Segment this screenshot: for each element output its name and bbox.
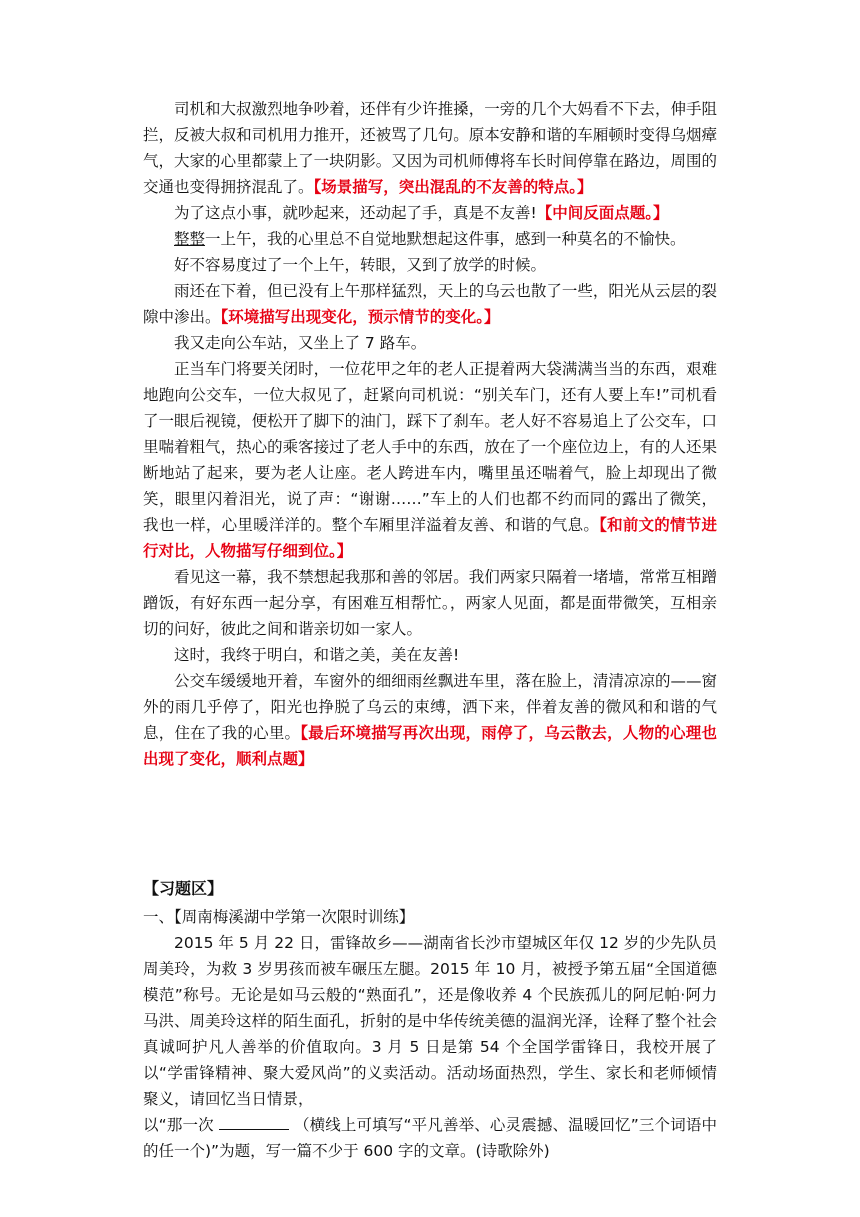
essay-paragraph-4 [143, 252, 717, 278]
paragraph-text: 一上午，我的心里总不自觉地默想起这件事，感到一种莫名的不愉快。 [205, 230, 686, 248]
annotation-note: 【环境描写出现变化，预示情节的变化。】 [220, 308, 500, 326]
essay-paragraph-7 [143, 356, 717, 564]
paragraph-text: 看见这一幕，我不禁想起我那和善的邻居。我们两家只隔着一堵墙，常常互相蹭蹭饭，有好东西一起分享，有困难互相帮忙。，两家人见面，都是面带微笑，互相亲切的问好，彼此之间和谐亲切如一家人。 [143, 568, 717, 638]
underlined-word: 整整 [174, 230, 206, 248]
paragraph-text: 正当车门将要关闭时，一位花甲之年的老人正提着两大袋满满当当的东西，艰难地跑向公交车，一位大叔见了，赶紧向司机说：“别关车门，还有人要上车!”司机看了一眼后视镜，便松开了脚下的油门，踩下了刹车。老人好不容易追上了公交车，口里喘着粗气，热心的乘客接过了老人手中的东西，放在了一个座位边上，有的人还果断地站了起来，要为老人让座。老人跨进车内，嘴里虽还喘着气，脸上却现出了微笑，眼里闪着泪光，说了声：“谢谢……”车上的人们也都不约而同的露出了微笑，我也一样，心里暖洋洋的。整个车厢里洋溢着友善、和谐的气息。 [143, 360, 717, 534]
essay-paragraph-2 [143, 200, 717, 226]
prompt-prefix: 以“那一次 [143, 1116, 214, 1134]
essay-paragraph-3 [143, 226, 717, 252]
essay-paragraph-1 [143, 96, 717, 200]
paragraph-text: 好不容易度过了一个上午，转眼，又到了放学的时候。 [174, 256, 547, 274]
essay-paragraph-10 [143, 668, 717, 772]
essay-paragraph-6 [143, 330, 717, 356]
section-title: 【习题区】 [143, 879, 224, 898]
section-spacer [143, 772, 717, 876]
annotation-note: 【中间反面点题。】 [536, 204, 669, 222]
annotation-note: 【和前文的情节进行对比，人物描写仔细到位。】 [143, 516, 717, 560]
document-body [143, 96, 717, 1164]
fill-in-blank [219, 1113, 289, 1130]
essay-paragraph-9 [143, 642, 717, 668]
paragraph-text: 公交车缓缓地开着，车窗外的细细雨丝飘进车里，落在脸上，清清凉凉的——窗外的雨几乎停了，阳光也挣脱了乌云的束缚，洒下来，伴着友善的微风和和谐的气息，住在了我的心里。 [143, 672, 717, 742]
question-body: 2015 年 5 月 22 日，雷锋故乡——湖南省长沙市望城区年仅 12 岁的少先队员周美玲，为救 3 岁男孩而被车碾压左腿。2015 年 10 月，被授予第五届“全国道德模范”称号。无论是如马云般的“熟面孔”，还是像收养 4 个民族孤儿的阿尼帕·阿力马洪、周美玲这样的陌生面孔，折射的是中华传统美德的温润光泽，诠释了整个社会真诚呵护凡人善举的价值取向。3 月 5 日是第 54 个全国学雷锋日，我校开展了以“学雷锋精神、聚大爱风尚”的义卖活动。活动场面热烈，学生、家长和老师倾情聚义，请回忆当日情景， [143, 934, 717, 1108]
essay-paragraph-8 [143, 564, 717, 642]
annotation-note: 【场景描写，突出混乱的不友善的特点。】 [313, 178, 593, 196]
paragraph-text: 这时，我终于明白，和谐之美，美在友善! [174, 646, 460, 664]
essay-paragraph-5 [143, 278, 717, 330]
paragraph-text: 雨还在下着，但已没有上午那样猛烈，天上的乌云也散了一些，阳光从云层的裂隙中渗出。 [143, 282, 717, 326]
paragraph-text: 司机和大叔激烈地争吵着，还伴有少许推搡，一旁的几个大妈看不下去，伸手阻拦，反被大叔和司机用力推开，还被骂了几句。原本安静和谐的车厢顿时变得乌烟瘴气，大家的心里都蒙上了一块阴影。又因为司机师傅将车长时间停靠在路边，周围的交通也变得拥挤混乱了。 [143, 100, 717, 196]
paragraph-text: 我又走向公车站，又坐上了 7 路车。 [174, 334, 427, 352]
paragraph-text: 为了这点小事，就吵起来，还动起了手，真是不友善! [174, 204, 537, 222]
prompt-suffix: （横线上可填写“平凡善举、心灵震撼、温暖回忆”三个词语中的任一个)”为题，写一篇不少于 600 字的文章。(诗歌除外) [143, 1116, 717, 1160]
question-prompt [143, 1112, 717, 1164]
annotation-note: 【最后环境描写再次出现，雨停了，乌云散去，人物的心理也出现了变化，顺利点题】 [143, 724, 717, 768]
question-header: 一、【周南梅溪湖中学第一次限时训练】 [143, 908, 415, 926]
